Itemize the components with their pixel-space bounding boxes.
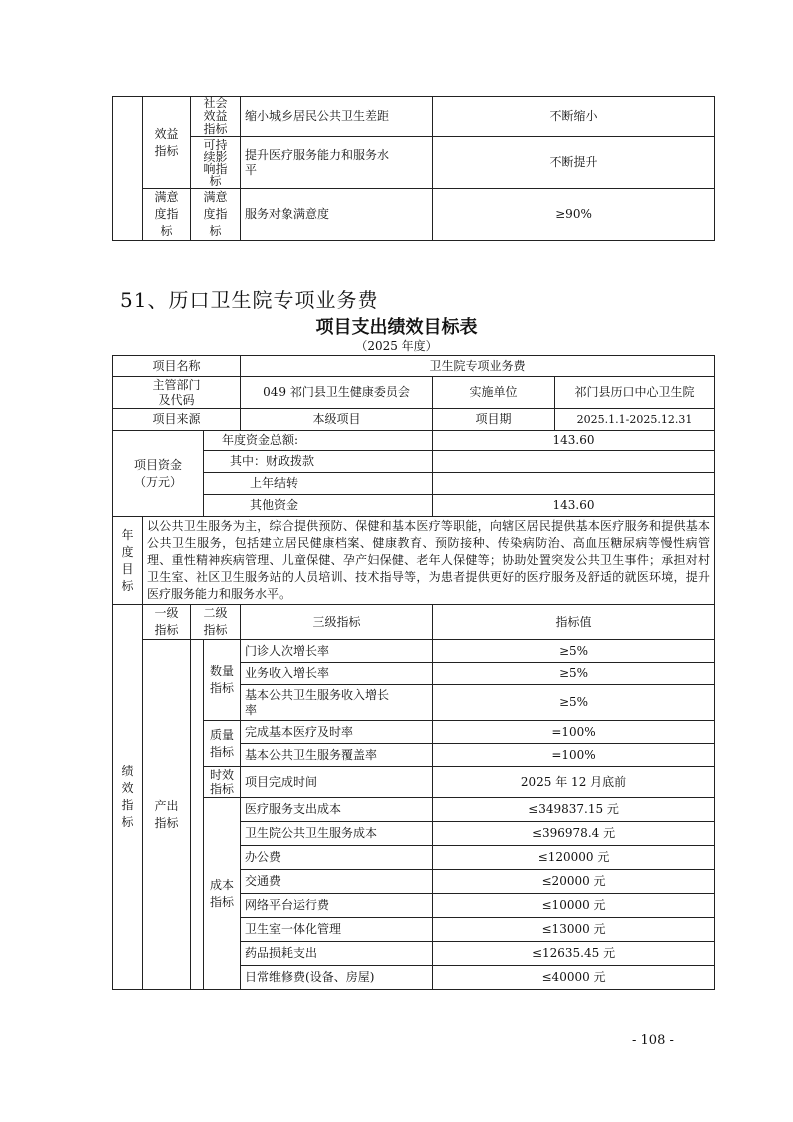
indicator-name: 网络平台运行费 bbox=[241, 894, 433, 918]
indicator-value: ≤10000 元 bbox=[433, 894, 715, 918]
indicator-value: ≤349837.15 元 bbox=[433, 798, 715, 822]
indicator-value: 不断缩小 bbox=[433, 97, 715, 137]
level3-indicator: 服务对象满意度 bbox=[241, 189, 433, 241]
dept-label: 主管部门 及代码 bbox=[113, 377, 241, 409]
empty-cell bbox=[113, 97, 143, 241]
source-value: 本级项目 bbox=[241, 409, 433, 431]
header-value: 指标值 bbox=[433, 605, 715, 640]
header-level1: 一级 指标 bbox=[143, 605, 191, 640]
indicator-name: 交通费 bbox=[241, 870, 433, 894]
performance-goal-table bbox=[112, 355, 715, 990]
source-label: 项目来源 bbox=[113, 409, 241, 431]
table-title: 项目支出绩效目标表 bbox=[315, 317, 478, 338]
level3-indicator: 提升医疗服务能力和服务水 平 bbox=[241, 137, 433, 189]
impl-label: 实施单位 bbox=[433, 377, 555, 409]
section-heading: 51、历口卫生院专项业务费 bbox=[120, 288, 379, 312]
funds-other-value: 143.60 bbox=[433, 495, 715, 517]
indicator-value: ≥5% bbox=[433, 685, 715, 721]
group-quantity: 数量 指标 bbox=[204, 640, 241, 721]
indicator-name: 基本公共卫生服务收入增长 率 bbox=[241, 685, 433, 721]
funds-label: 项目资金 （万元） bbox=[113, 431, 204, 517]
annual-goal-label: 年 度 目 标 bbox=[113, 517, 143, 605]
header-level3: 三级指标 bbox=[241, 605, 433, 640]
impl-value: 祁门县历口中心卫生院 bbox=[555, 377, 715, 409]
indicator-name: 卫生室一体化管理 bbox=[241, 918, 433, 942]
level1-benefit-indicator: 效益 指标 bbox=[143, 97, 191, 189]
indicator-name: 基本公共卫生服务覆盖率 bbox=[241, 744, 433, 767]
funds-carryover-label: 上年结转 bbox=[204, 473, 433, 495]
level3-indicator: 缩小城乡居民公共卫生差距 bbox=[241, 97, 433, 137]
level2-sustainable-impact: 可持 续影 响指 标 bbox=[191, 137, 241, 189]
indicator-value: ≤20000 元 bbox=[433, 870, 715, 894]
indicator-name: 药品损耗支出 bbox=[241, 942, 433, 966]
indicator-value: =100% bbox=[433, 721, 715, 744]
funds-other-label: 其他资金 bbox=[204, 495, 433, 517]
annual-goal-text: 以公共卫生服务为主，综合提供预防、保健和基本医疗等职能，向辖区居民提供基本医疗服务和提供基本公共卫生服务，包括建立居民健康档案、健康教育、预防接种、传染病防治、高血压糖尿病等慢性病管理、重性精神疾病管理、儿童保健、孕产妇保健、老年人保健等；协助处置突发公共卫生事件；承担对村卫生室、社区卫生服务站的人员培训、技术指导等，为患者提供更好的医疗服务及舒适的就医环境，提升医疗服务能力和服务水平。 bbox=[143, 517, 715, 605]
indicator-name: 办公费 bbox=[241, 846, 433, 870]
level2-satisfaction: 满意 度指 标 bbox=[191, 189, 241, 241]
project-name-label: 项目名称 bbox=[113, 356, 241, 377]
group-cost: 成本 指标 bbox=[204, 798, 241, 990]
output-indicator-label: 产出 指标 bbox=[143, 640, 191, 990]
indicator-value: ≤12635.45 元 bbox=[433, 942, 715, 966]
period-value: 2025.1.1-2025.12.31 bbox=[555, 409, 715, 431]
indicator-value: 2025 年 12 月底前 bbox=[433, 767, 715, 798]
indicator-name: 业务收入增长率 bbox=[241, 663, 433, 685]
continued-indicator-table bbox=[112, 96, 715, 241]
page-number: - 108 - bbox=[632, 1033, 674, 1048]
funds-total-label: 年度资金总额: bbox=[204, 431, 433, 451]
performance-indicator-label: 绩 效 指 标 bbox=[113, 605, 143, 990]
indicator-name: 日常维修费(设备、房屋) bbox=[241, 966, 433, 990]
funds-carryover-value bbox=[433, 473, 715, 495]
table-subtitle: （2025 年度） bbox=[355, 339, 438, 353]
indicator-name: 完成基本医疗及时率 bbox=[241, 721, 433, 744]
group-quality: 质量 指标 bbox=[204, 721, 241, 767]
level2-social-benefit: 社会 效益 指标 bbox=[191, 97, 241, 137]
indicator-value: =100% bbox=[433, 744, 715, 767]
indicator-value: ≤13000 元 bbox=[433, 918, 715, 942]
period-label: 项目期 bbox=[433, 409, 555, 431]
indicator-value: ≤40000 元 bbox=[433, 966, 715, 990]
indicator-value: ≤396978.4 元 bbox=[433, 822, 715, 846]
spacer-cell bbox=[191, 640, 204, 990]
indicator-value: ≥5% bbox=[433, 640, 715, 663]
funds-fiscal-value bbox=[433, 451, 715, 473]
project-name-value: 卫生院专项业务费 bbox=[241, 356, 715, 377]
indicator-value: ≥90% bbox=[433, 189, 715, 241]
indicator-value: ≥5% bbox=[433, 663, 715, 685]
indicator-value: 不断提升 bbox=[433, 137, 715, 189]
indicator-name: 医疗服务支出成本 bbox=[241, 798, 433, 822]
level1-satisfaction: 满意 度指 标 bbox=[143, 189, 191, 241]
funds-fiscal-label: 其中：财政拨款 bbox=[204, 451, 433, 473]
group-timeliness: 时效 指标 bbox=[204, 767, 241, 798]
indicator-name: 项目完成时间 bbox=[241, 767, 433, 798]
indicator-name: 门诊人次增长率 bbox=[241, 640, 433, 663]
dept-value: 049 祁门县卫生健康委员会 bbox=[241, 377, 433, 409]
indicator-name: 卫生院公共卫生服务成本 bbox=[241, 822, 433, 846]
funds-total-value: 143.60 bbox=[433, 431, 715, 451]
header-level2: 二级 指标 bbox=[191, 605, 241, 640]
indicator-value: ≤120000 元 bbox=[433, 846, 715, 870]
